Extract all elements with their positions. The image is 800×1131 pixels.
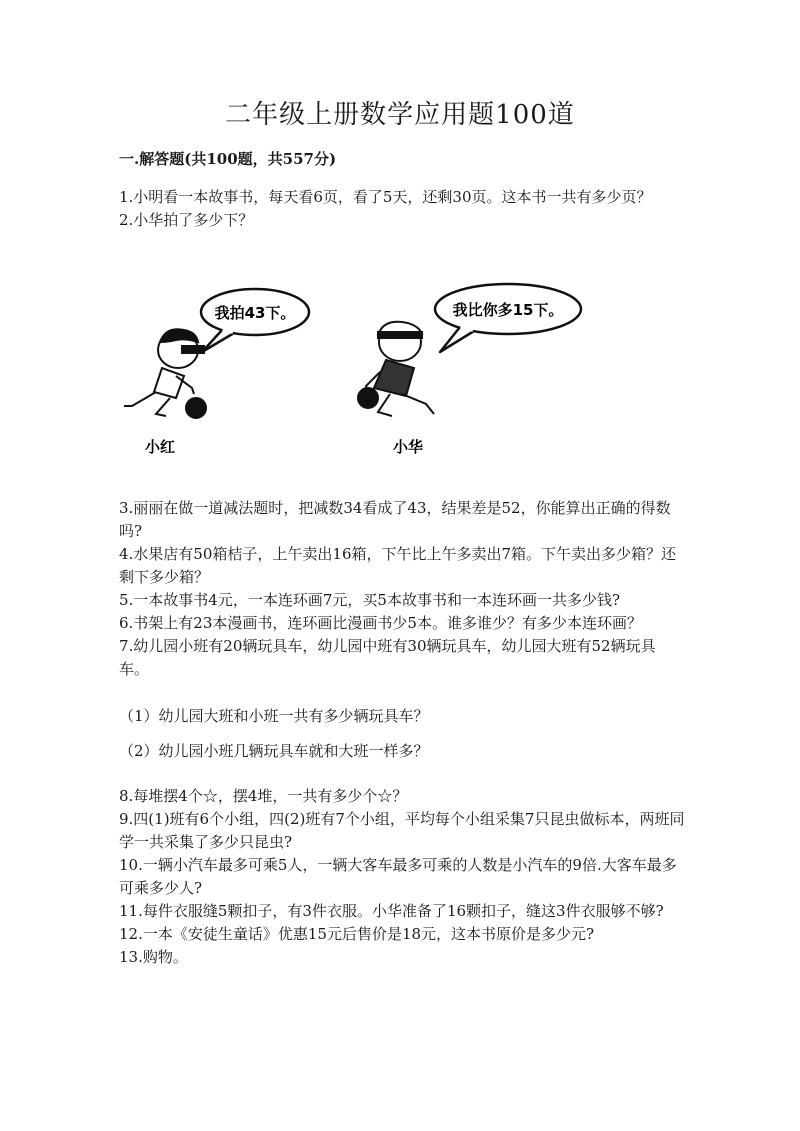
ball-bouncing-illustration	[110, 280, 590, 465]
question-6: 6.书架上有23本漫画书，连环画比漫画书少5本。谁多谁少？有多少本连环画？	[119, 614, 642, 632]
child-left-figure	[124, 329, 206, 418]
child-right-figure	[358, 322, 434, 416]
question-2: 2.小华拍了多少下？	[119, 211, 254, 229]
question-list-b	[119, 497, 685, 681]
question-4: 4.水果店有50箱桔子，上午卖出16箱，下午比上午多卖出7箱。下午卖出多少箱？还剩下多少箱？	[119, 545, 677, 586]
subquestion-1: （1）幼儿园大班和小班一共有多少辆玩具车？	[119, 707, 429, 725]
subquestion-list	[119, 705, 685, 763]
speech-bubble-left	[201, 289, 309, 352]
speech-bubble-right	[435, 284, 581, 352]
question-1: 1.小明看一本故事书，每天看6页，看了5天，还剩30页。这本书一共有多少页？	[119, 188, 652, 206]
name-label-left: 小红	[144, 438, 176, 456]
question-9: 9.四(1)班有6个小组，四(2)班有7个小组，平均每个小组采集7只昆虫做标本，两班同学一共采集了多少只昆虫?	[119, 810, 685, 851]
question-8: 8.每堆摆4个☆，摆4堆，一共有多少个☆？	[119, 787, 408, 805]
bubble-left-text: 我拍43下。	[214, 304, 296, 322]
question-list-a	[119, 186, 685, 232]
bubble-right-text: 我比你多15下。	[452, 301, 564, 319]
page-title: 二年级上册数学应用题100道	[225, 100, 575, 130]
section-heading: 一.解答题(共100题，共557分)	[119, 150, 337, 168]
name-label-right: 小华	[392, 438, 424, 456]
question-13: 13.购物。	[119, 948, 188, 966]
question-5: 5.一本故事书4元，一本连环画7元，买5本故事书和一本连环画一共多少钱?	[119, 591, 620, 609]
question-3: 3.丽丽在做一道减法题时，把减数34看成了43，结果差是52，你能算出正确的得数吗?	[119, 499, 671, 540]
question-11: 11.每件衣服缝5颗扣子，有3件衣服。小华准备了16颗扣子，缝这3件衣服够不够?	[119, 902, 664, 920]
question-10: 10.一辆小汽车最多可乘5人，一辆大客车最多可乘的人数是小汽车的9倍.大客车最多可乘多少人?	[119, 856, 677, 897]
question-list-c	[119, 785, 685, 969]
subquestion-2: （2）幼儿园小班几辆玩具车就和大班一样多？	[119, 742, 429, 760]
question-12: 12.一本《安徒生童话》优惠15元后售价是18元，这本书原价是多少元?	[119, 925, 595, 943]
question-7: 7.幼儿园小班有20辆玩具车，幼儿园中班有30辆玩具车，幼儿园大班有52辆玩具车。	[119, 637, 656, 678]
